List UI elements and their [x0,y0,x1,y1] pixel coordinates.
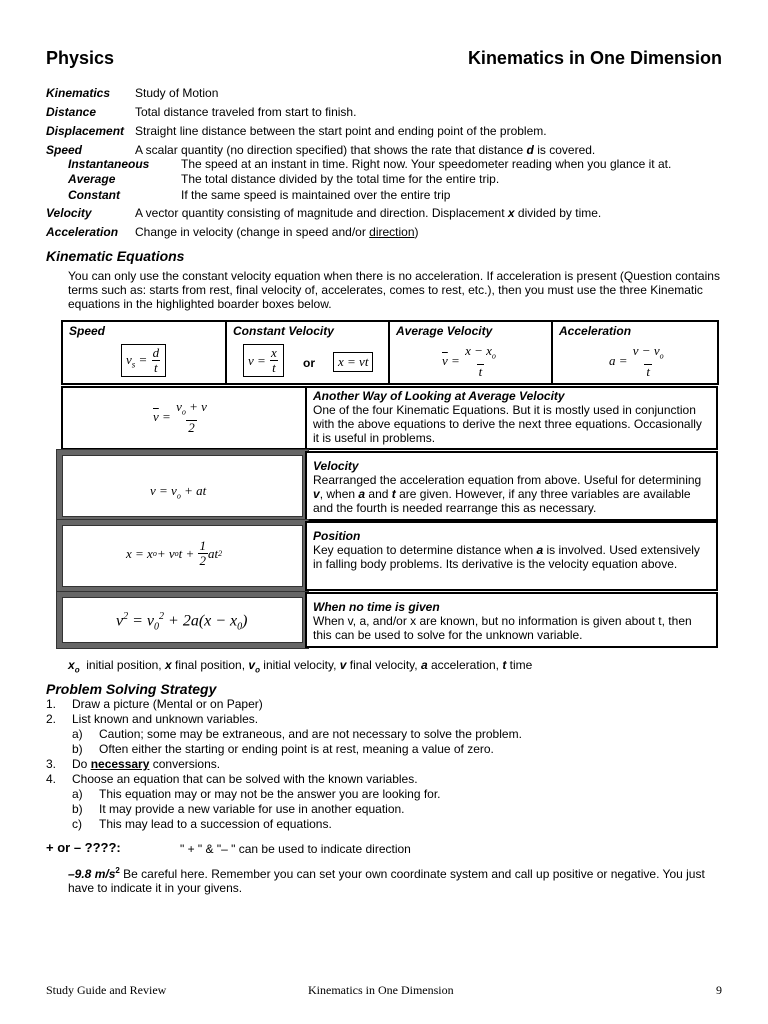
desc-constant: If the same speed is maintained over the entire trip [181,188,451,202]
variable-legend: $x_o$ initial position, x final position, $v_o$ initial velocity, v final velocity, a acceleration, t time [68,658,533,675]
term-speed: Speed [46,143,83,157]
strategy-subitem: b) Often either the starting or ending point is at rest, meaning a value of zero. [72,742,494,756]
page-title-left: Physics [46,48,115,68]
strategy-subitem: b) It may provide a new variable for use in another equation. [72,802,405,816]
term-instantaneous: Instantaneous [68,157,150,171]
desc-displacement: Straight line distance between the start point and ending point of the problem. [135,124,547,138]
strategy-item: 3. Do necessary conversions. [46,757,221,771]
footer-left: Study Guide and Review [46,983,167,997]
position-desc-box [305,521,718,591]
no-time-head: When no time is given [313,600,440,614]
term-velocity: Velocity [46,206,92,220]
footer-center: Kinematics in One Dimension [308,983,454,997]
avg-velocity-alt-equation: $\overline{v}$ = $\frac{v_o + v}{2}$ [153,399,207,435]
gravity-note: –9.8 $m/s^2$ Be careful here. Remember you can set your own coordinate system and call up positive or negative. You just have to indicate it in your givens. [68,866,705,895]
acceleration-equation: a = $\frac{v - v_o}{t}$ [609,343,664,379]
constant-velocity-box [225,320,390,385]
position-text: Key equation to determine distance when a is involved. Used extensively in falling body problems. Its derivative is the velocity equation above. [313,543,700,571]
desc-distance: Total distance traveled from start to finish. [135,105,357,119]
avg-velocity-alt-eq-box [61,386,307,450]
velocity-equation: $v = v_o$ + at [150,483,207,501]
term-constant: Constant [68,188,120,202]
strategy-subitem: c) This may lead to a succession of equations. [72,817,332,831]
desc-speed: A scalar quantity (no direction specified) that shows the rate that distance d is covered. [135,143,596,157]
avg-velocity-alt-text: One of the four Kinematic Equations. But it is mostly used in conjunction with the above equations to derive the next three equations. Occasionally it is useful in problems. [313,403,702,445]
kinematic-intro: You can only use the constant velocity equation when there is no acceleration. If acceleration is present (Question contains terms such as: starts from rest, final velocity of, accelerates, comes to rest, etc.), then you must use the three Kinematic equations in the highlighted boarder boxes below. [68,269,720,311]
acceleration-head: Acceleration [559,324,632,338]
kinematic-title: Kinematic Equations [46,248,185,264]
term-displacement: Displacement [46,124,125,138]
velocity-desc-box [305,451,718,521]
desc-average: The total distance divided by the total time for the entire trip. [181,172,500,186]
constant-velocity-equation-1: v = $\frac{x}{t}$ [243,344,284,377]
velocity-text: Rearranged the acceleration equation from above. Useful for determining v, when a and t are given. However, if any three variables are available and the fourth is needed rearrange this as necessary. [313,473,702,515]
constant-velocity-head: Constant Velocity [233,324,334,338]
position-eq-box [57,520,308,592]
strategy-item: 1. Draw a picture (Mental or on Paper) [46,697,263,711]
position-head: Position [313,529,361,543]
term-kinematics: Kinematics [46,86,111,100]
average-velocity-box [388,320,553,385]
strategy-subitem: a) This equation may or may not be the answer you are looking for. [72,787,441,801]
term-average: Average [68,172,116,186]
speed-equation: $v_s$ = $\frac{d}{t}$ [121,344,166,377]
strategy-title: Problem Solving Strategy [46,681,217,697]
speed-box-head: Speed [69,324,106,338]
position-equation: x = x o + v o t + $\frac{1}{2}$ at 2 [126,538,223,568]
no-time-eq-box [57,592,308,648]
velocity-head: Velocity [313,459,359,473]
no-time-desc-box [305,592,718,648]
average-velocity-head: Average Velocity [396,324,493,338]
no-time-text: When v, a, and/or x are known, but no information is given about t, then this can be used to solve for the unknown variable. [313,614,692,642]
constant-velocity-equation-2: x = vt [333,352,373,372]
footer-page-number: 9 [716,983,722,997]
or-label: or [303,356,315,370]
term-distance: Distance [46,105,97,119]
term-acceleration: Acceleration [46,225,119,239]
desc-velocity: A vector quantity consisting of magnitude and direction. Displacement x divided by time. [135,206,602,220]
velocity-eq-box [57,450,308,522]
no-time-equation: $v^2 = v_0^2 + 2a(x - x_0)$ [116,611,248,633]
desc-instantaneous: The speed at an instant in time. Right now. Your speedometer reading when you glance it at. [181,157,672,171]
desc-acceleration: Change in velocity (change in speed and/or direction) [135,225,419,239]
avg-velocity-alt-desc-box [305,386,718,450]
desc-kinematics: Study of Motion [135,86,219,100]
strategy-item: 4. Choose an equation that can be solved with the known variables. [46,772,418,786]
strategy-list [46,697,726,832]
sign-label: + or – ????: [46,840,121,855]
avg-velocity-alt-head: Another Way of Looking at Average Velocity [313,389,565,403]
strategy-subitem: a) Caution; some may be extraneous, and are not necessary to solve the problem. [72,727,522,741]
speed-box [61,320,227,385]
page-title-right: Kinematics in One Dimension [467,48,722,68]
sign-text: " + " & "– " can be used to indicate direction [180,842,411,856]
strategy-item: 2. List known and unknown variables. [46,712,259,726]
average-velocity-equation: $\overline{v}$ = $\frac{x - x_o}{t}$ [442,343,496,379]
acceleration-box [551,320,719,385]
